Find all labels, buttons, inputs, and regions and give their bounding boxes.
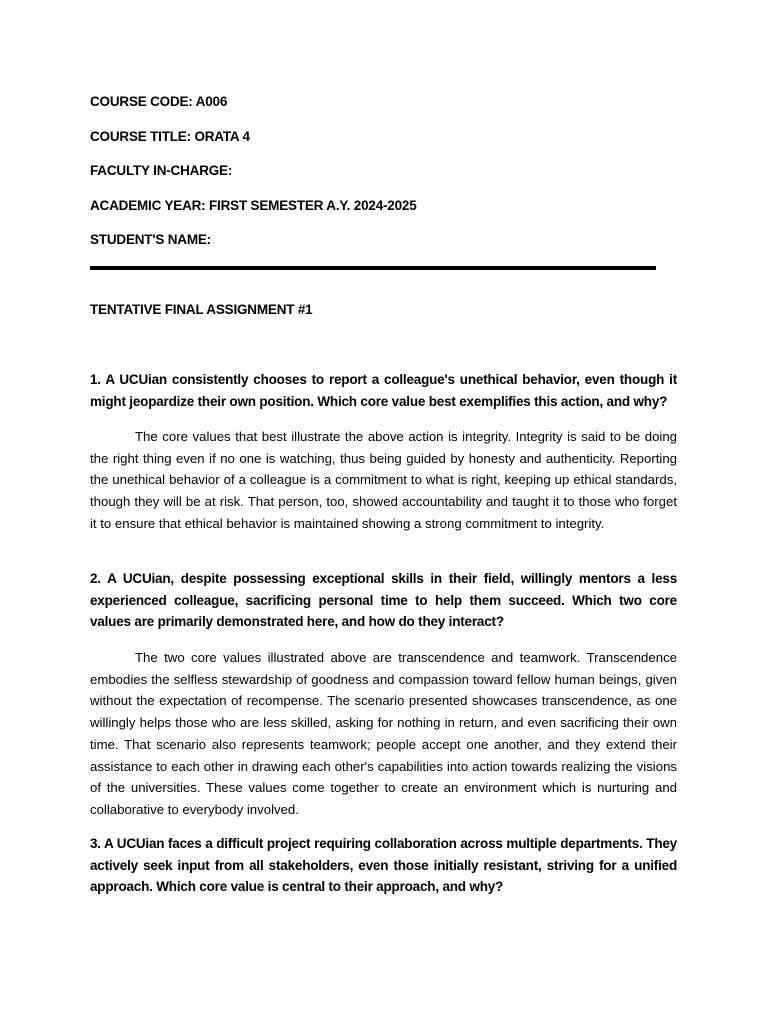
header-divider [90,266,656,270]
question-3: 3. A UCUian faces a difficult project requiring collaboration across multiple departments. They actively seek input from all stakeholders, even those initially resistant, striving for a unified approach. Which core value is central to their approach, and why? [90,836,677,894]
course-code: COURSE CODE: A006 [90,94,228,109]
answer-2: The two core values illustrated above are transcendence and teamwork. Transcendence embodies the selfless stewardship of goodness and compassion toward fellow human beings, given without the expectation of recompense. The scenario presented showcases transcendence, as one willingly helps those who are less skilled, asking for nothing in return, and even sacrificing their own time. That scenario also represents teamwork; people accept one another, and they extend their assistance to each other in drawing each other's capabilities into action towards realizing the visions of the universities. These values come together to create an environment which is nurturing and collaborative to everybody involved. [90,650,677,817]
faculty-in-charge: FACULTY IN-CHARGE: [90,163,233,178]
course-title: COURSE TITLE: ORATA 4 [90,129,250,144]
academic-year: ACADEMIC YEAR: FIRST SEMESTER A.Y. 2024-2025 [90,198,417,213]
assignment-title: TENTATIVE FINAL ASSIGNMENT #1 [90,302,313,317]
answer-1: The core values that best illustrate the above action is integrity. Integrity is said to be doing the right thing even if no one is watching, thus being guided by honesty and authenticity. Reporting the unethical behavior of a colleague is a commitment to what is right, keeping up ethical standards, though they will be at risk. That person, too, showed accountability and taught it to those who forget it to ensure that ethical behavior is maintained showing a strong commitment to integrity. [90,429,677,531]
student-name: STUDENT'S NAME: [90,232,211,247]
question-1: 1. A UCUian consistently chooses to report a colleague's unethical behavior, even though it might jeopardize their own position. Which core value best exemplifies this action, and why? [90,372,677,409]
question-2: 2. A UCUian, despite possessing exceptional skills in their field, willingly mentors a less experienced colleague, sacrificing personal time to help them succeed. Which two core values are primarily demonstrated here, and how do they interact? [90,571,677,629]
